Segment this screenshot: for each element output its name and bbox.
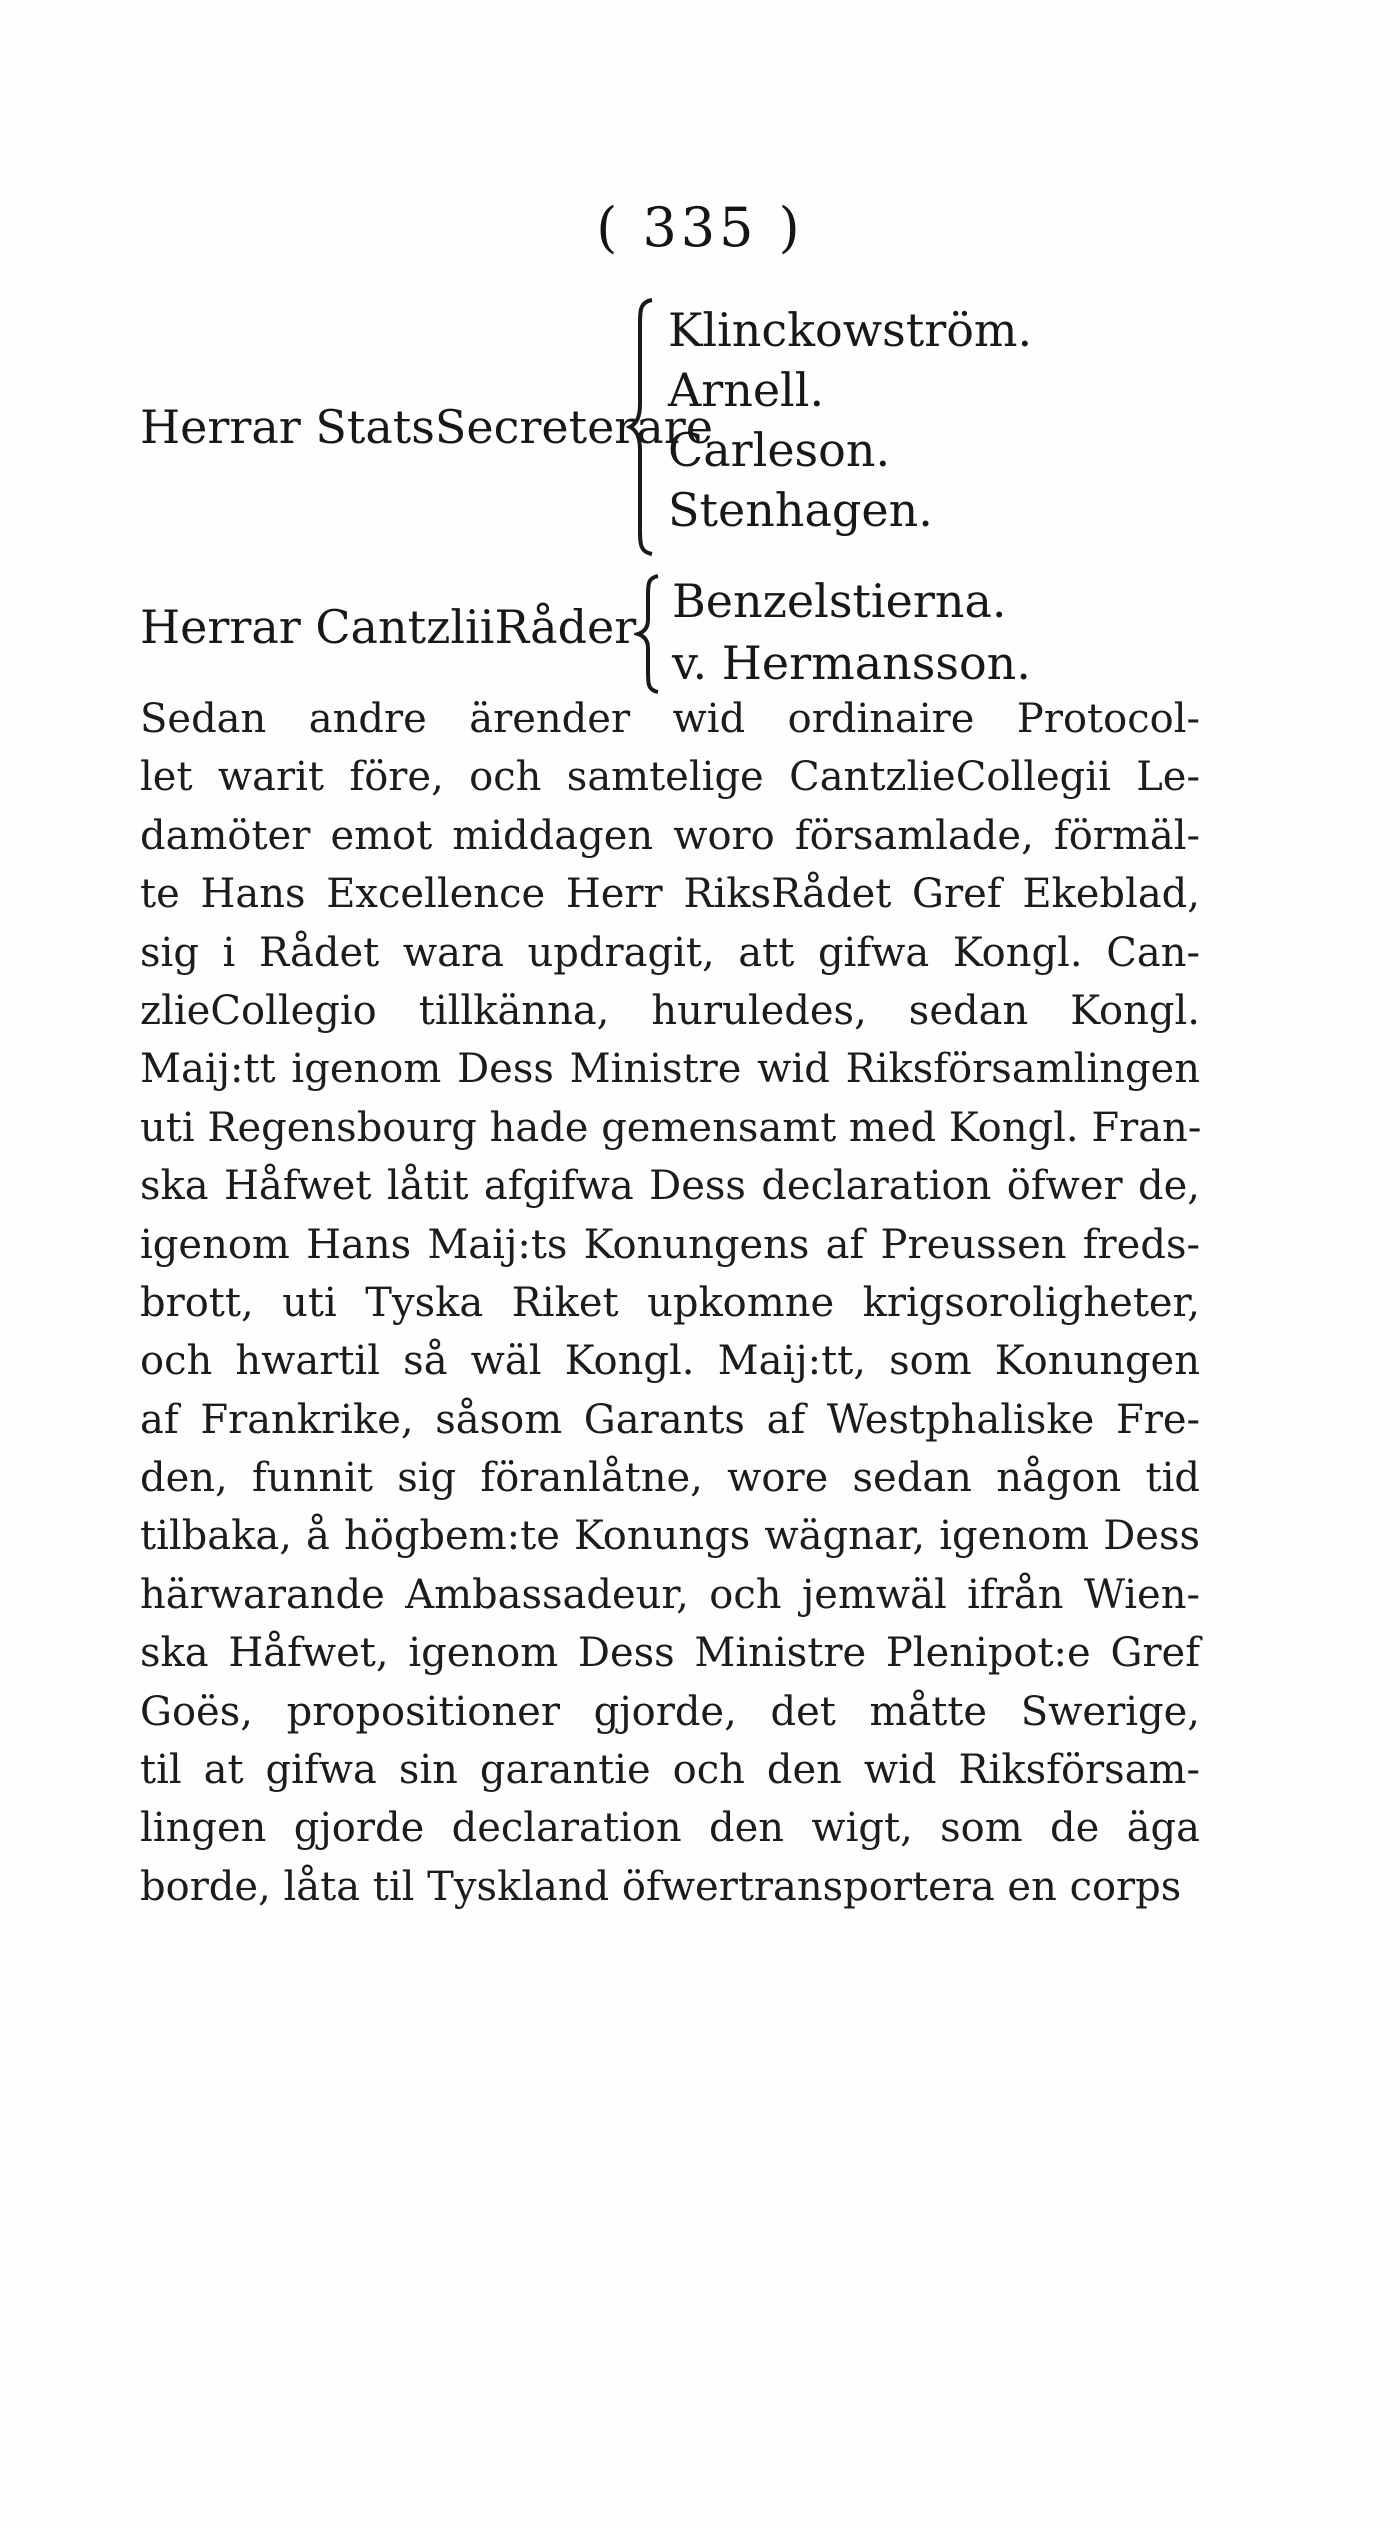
page-number: ( 335 ) (596, 196, 804, 259)
group-label-cantzliirader: Herrar CantzliiRåder (140, 600, 637, 654)
text-line: sig i Rådet wara updragit, att gifwa Kongl. Can- (140, 929, 1200, 976)
text-line: och hwartil så wäl Kongl. Maij:tt, som Konungen (140, 1338, 1200, 1385)
left-brace-icon (634, 572, 662, 696)
group-label-statssecreterare: Herrar StatsSecreterare (140, 400, 713, 454)
text-line: til at gifwa sin garantie och den wid Riksförsam- (140, 1747, 1200, 1794)
left-brace-icon (626, 296, 656, 558)
names-cantzliirader (672, 570, 1031, 694)
text-line: brott, uti Tyska Riket upkomne krigsoroligheter, (140, 1279, 1200, 1326)
text-line: ska Håfwet låtit afgifwa Dess declaration öfwer de, (140, 1163, 1200, 1210)
text-line: Maij:tt igenom Dess Ministre wid Riksförsamlingen (140, 1046, 1200, 1093)
text-line: Goës, propositioner gjorde, det måtte Swerige, (140, 1688, 1200, 1735)
text-line: igenom Hans Maij:ts Konungens af Preussen freds- (140, 1221, 1200, 1268)
text-line: let warit före, och samtelige CantzlieCollegii Le- (140, 754, 1200, 801)
text-line: uti Regensbourg hade gemensamt med Kongl. Fran- (140, 1104, 1202, 1151)
text-line: ska Håfwet, igenom Dess Ministre Plenipot:e Gref (140, 1630, 1200, 1677)
name-item: v. Hermansson. (672, 636, 1031, 690)
text-line: lingen gjorde declaration den wigt, som de äga (140, 1805, 1200, 1852)
name-item: Benzelstierna. (672, 574, 1007, 628)
name-item: Klinckowström. (668, 303, 1033, 357)
text-line: te Hans Excellence Herr RiksRådet Gref Ekeblad, (140, 871, 1200, 918)
name-item: Carleson. (668, 423, 891, 477)
name-item: Stenhagen. (668, 483, 933, 537)
text-line: tilbaka, å högbem:te Konungs wägnar, igenom Dess (140, 1513, 1200, 1560)
text-line: Sedan andre ärender wid ordinaire Protocol- (140, 696, 1200, 742)
text-line: damöter emot middagen woro församlade, förmäl- (140, 812, 1200, 859)
names-statssecreterare (668, 300, 1032, 540)
name-item: Arnell. (668, 363, 825, 417)
text-line: härwarande Ambassadeur, och jemwäl ifrån Wien- (140, 1571, 1200, 1618)
text-line: den, funnit sig föranlåtne, wore sedan någon tid (140, 1455, 1200, 1502)
text-line: af Frankrike, såsom Garants af Westphaliske Fre- (140, 1396, 1200, 1443)
body-paragraph (140, 690, 1200, 1916)
text-line: zlieCollegio tillkänna, huruledes, sedan Kongl. (140, 987, 1200, 1034)
text-line: borde, låta til Tyskland öfwertransportera en corps (140, 1863, 1182, 1910)
